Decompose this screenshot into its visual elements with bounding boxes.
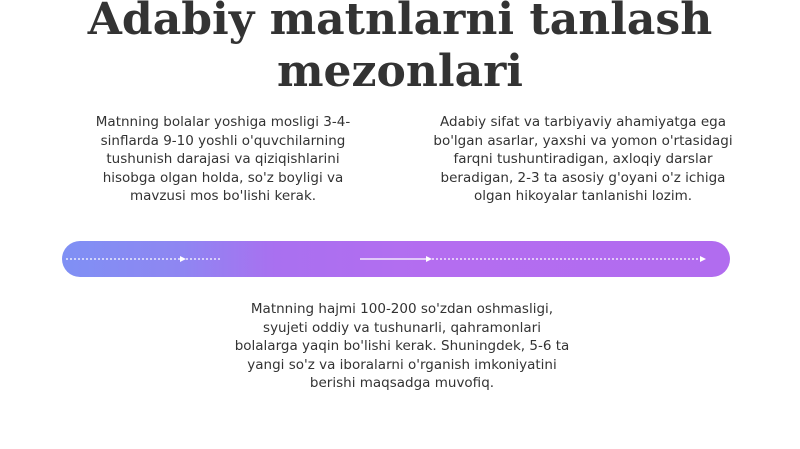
page-title: [0, 0, 800, 98]
text-line: mavzusi mos bo'lishi kerak.: [129, 188, 317, 204]
text-line: yangi so'z va iboralarni o'rganish imkoniyatini: [247, 356, 557, 373]
criterion-text-volume: [232, 300, 572, 393]
text-line: Adabiy sifat va tarbiyaviy ahamiyatga ega: [440, 114, 726, 130]
text-line: bolalarga yaqin bo'lishi kerak. Shuningdek, 5-6 ta: [234, 338, 570, 354]
text-line: beradigan, 2-3 ta asosiy g'oyani o'z ichiga: [440, 169, 726, 186]
criterion-educational-value: [418, 113, 748, 206]
title-line-2: mezonlari: [277, 46, 523, 97]
arrow-head-icon: [426, 256, 432, 262]
text-line: farqni tushuntiradigan, axloqiy darslar: [453, 151, 713, 167]
text-line: Matnning hajmi 100-200 so'zdan oshmasligi,: [250, 301, 554, 317]
text-line: bo'lgan asarlar, yaxshi va yomon o'rtasidagi: [433, 132, 733, 149]
text-line: syujeti oddiy va tushunarli, qahramonlari: [263, 319, 541, 336]
title-line-1: Adabiy matnlarni tanlash: [87, 0, 713, 45]
text-line: hisobga olgan holda, so'z boyligi va: [102, 169, 344, 186]
timeline-arrows: [62, 241, 730, 277]
text-line: Matnning bolalar yoshiga mosligi 3-4-: [95, 114, 351, 130]
arrow-head-icon: [700, 256, 706, 262]
text-line: olgan hikoyalar tanlanishi lozim.: [473, 188, 693, 204]
text-line: tushunish darajasi va qiziqishlarini: [106, 151, 340, 167]
criterion-age-suitability: [78, 113, 368, 206]
text-line: berishi maqsadga muvofiq.: [309, 375, 495, 391]
timeline-bar: [62, 241, 730, 277]
text-line: sinflarda 9-10 yoshli o'quvchilarning: [100, 132, 346, 149]
arrow-head-icon: [180, 256, 186, 262]
